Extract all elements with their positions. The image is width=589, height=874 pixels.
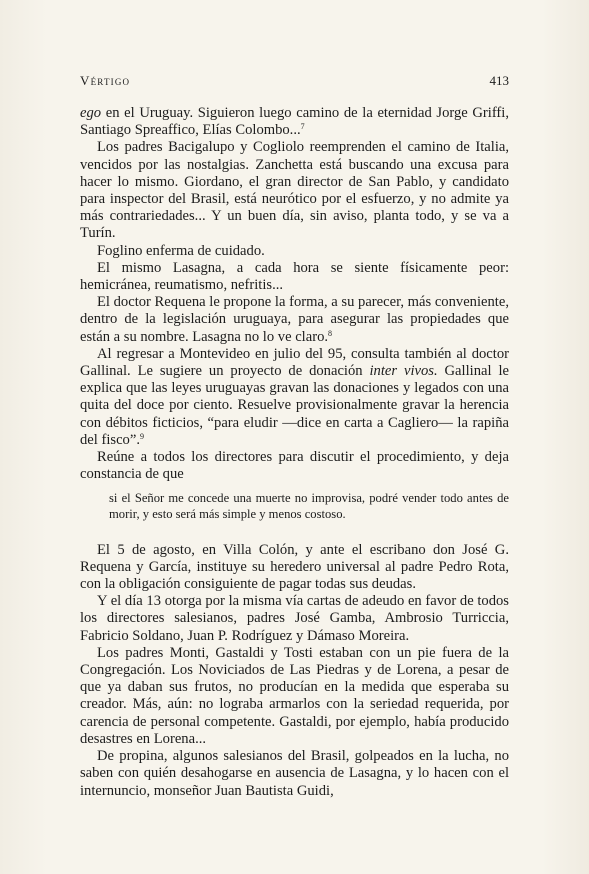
spacer: [80, 533, 509, 542]
block-quote: si el Señor me concede una muerte no improvisa, podré vender todo antes de morir, y esto será más simple y menos costoso.: [109, 491, 509, 522]
paragraph-11: De propina, algunos salesianos del Brasil, golpeados en la lucha, no saben con quién desahogarse en ausencia de Lasagna, y lo hacen con el internuncio, monseñor Juan Bautista Guidi,: [80, 748, 509, 799]
paragraph-6-text-b: Gallinal le explica que las leyes uruguayas gravan las donaciones y legados con una quita del doce por ciento. Resuelve provisionalmente gravar la herencia con débitos ficticios, “para eludir —dice en carta a Cagliero— la rapiña del fisco”.: [80, 363, 509, 448]
paragraph-3: Foglino enferma de cuidado.: [97, 242, 265, 259]
running-title: Vértigo: [80, 73, 131, 88]
footnote-ref: 9: [139, 431, 144, 441]
italic-word: ego: [80, 105, 102, 121]
paragraph-5-text: El doctor Requena le propone la forma, a su parecer, más conveniente, dentro de la legislación uruguaya, para asegurar las propiedades que están a su nombre. Lasagna no lo ve claro.: [80, 294, 509, 345]
paragraph-6: [80, 346, 509, 449]
paragraph-2: Los padres Bacigalupo y Cogliolo reemprenden el camino de Italia, vencidos por las nostalgias. Zanchetta está buscando una excusa para hacer lo mismo. Giordano, el gran director de San Pablo, y candidato para inspector del Brasil, está neurótico por el esfuerzo, y no admite ya más contrariedades... Y un buen día, sin aviso, planta todo, y se va a Turín.: [80, 139, 509, 242]
italic-phrase: inter vivos.: [369, 363, 438, 380]
paragraph-7: Reúne a todos los directores para discutir el procedimiento, y deja constancia de que: [80, 449, 509, 483]
paragraph-10: Los padres Monti, Gastaldi y Tosti estaban con un pie fuera de la Congregación. Los Noviciados de Las Piedras y de Lorena, a pesar de que ya daban sus frutos, no producían en la medida que esperaba su creador. Más, aún: no lograba armarlos con la seriedad requerida, por carencia de personal competente. Gastaldi, por ejemplo, había producido desastres en Lorena...: [80, 644, 509, 747]
paragraph-6-text-a: Al regresar a Montevideo en julio del 95, consulta también al doctor Gallinal. Le sugiere un proyecto de donación: [80, 345, 509, 380]
paragraph-9: Y el día 13 otorga por la misma vía cartas de adeudo en favor de todos los directores salesianos, padres José Gamba, Ambrosio Turriccia, Fabricio Soldano, Juan P. Rodríguez y Dámaso Moreira.: [80, 593, 509, 644]
paragraph-1: [80, 105, 509, 139]
footnote-ref: 7: [300, 122, 305, 132]
paragraph-8: El 5 de agosto, en Villa Colón, y ante el escribano don José G. Requena y García, instituye su heredero universal al padre Pedro Rota, con la obligación consiguiente de pagar todas sus deudas.: [80, 541, 509, 593]
paragraph-5: [80, 294, 509, 346]
body-text: [80, 105, 509, 800]
footnote-ref: 8: [328, 328, 333, 338]
paragraph-4: El mismo Lasagna, a cada hora se siente físicamente peor: hemicránea, reumatismo, nefritis...: [80, 259, 509, 294]
page-header: [80, 73, 509, 89]
paragraph-1-text: en el Uruguay. Siguieron luego camino de la eternidad Jorge Griffi, Santiago Spreaffico, Elías Colombo...: [80, 105, 509, 139]
page-number: 413: [489, 73, 509, 88]
